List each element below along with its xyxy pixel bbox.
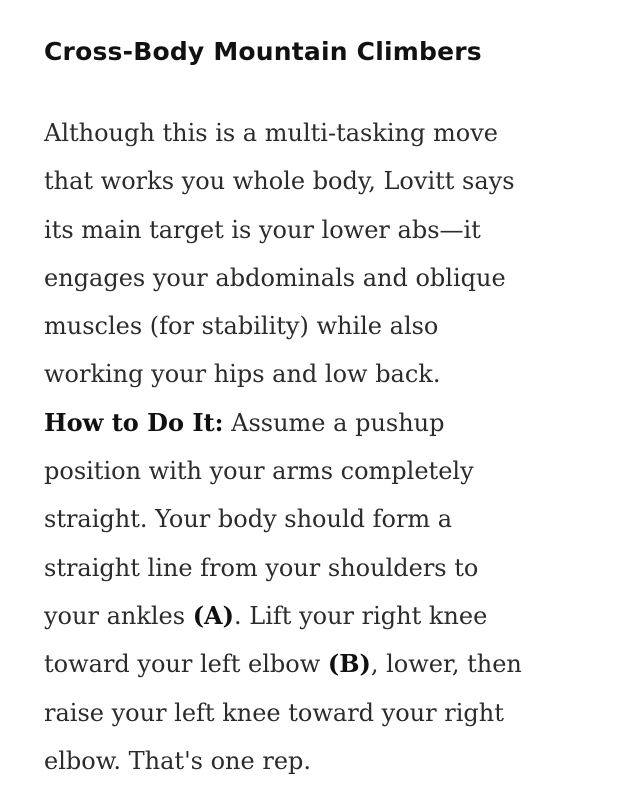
- article-heading: Cross-Body Mountain Climbers: [44, 37, 482, 66]
- text-segment: your ankles: [44, 601, 193, 630]
- text-line: position with your arms completely: [44, 457, 474, 486]
- text-line: straight line from your shoulders to: [44, 553, 479, 582]
- text-line: [44, 399, 614, 447]
- text-line: Although this is a multi-tasking move: [44, 119, 498, 147]
- text-line: that works you whole body, Lovitt says: [44, 167, 515, 196]
- step-marker-a: (A): [192, 600, 235, 630]
- text-line: [44, 640, 614, 688]
- text-line: engages your abdominals and oblique: [44, 263, 506, 292]
- text-segment: toward your left elbow: [44, 650, 328, 679]
- text-line: straight. Your body should form a: [44, 505, 453, 534]
- text-segment: , lower, then: [370, 650, 522, 679]
- text-line: raise your left knee toward your right: [44, 698, 504, 727]
- text-line: muscles (for stability) while also: [44, 312, 439, 341]
- article-body: [44, 109, 614, 785]
- text-line: [44, 592, 614, 640]
- howto-label: How to Do It:: [44, 407, 224, 437]
- text-segment: . Lift your right knee: [234, 601, 488, 630]
- step-marker-b: (B): [327, 649, 371, 679]
- intro-paragraph: [44, 109, 614, 399]
- text-line: elbow. That's one rep.: [44, 746, 312, 775]
- text-segment: Assume a pushup: [223, 408, 445, 437]
- text-line: working your hips and low back.: [44, 360, 441, 389]
- howto-paragraph: [44, 399, 614, 785]
- text-line: its main target is your lower abs—it: [44, 215, 481, 244]
- article: [44, 30, 614, 775]
